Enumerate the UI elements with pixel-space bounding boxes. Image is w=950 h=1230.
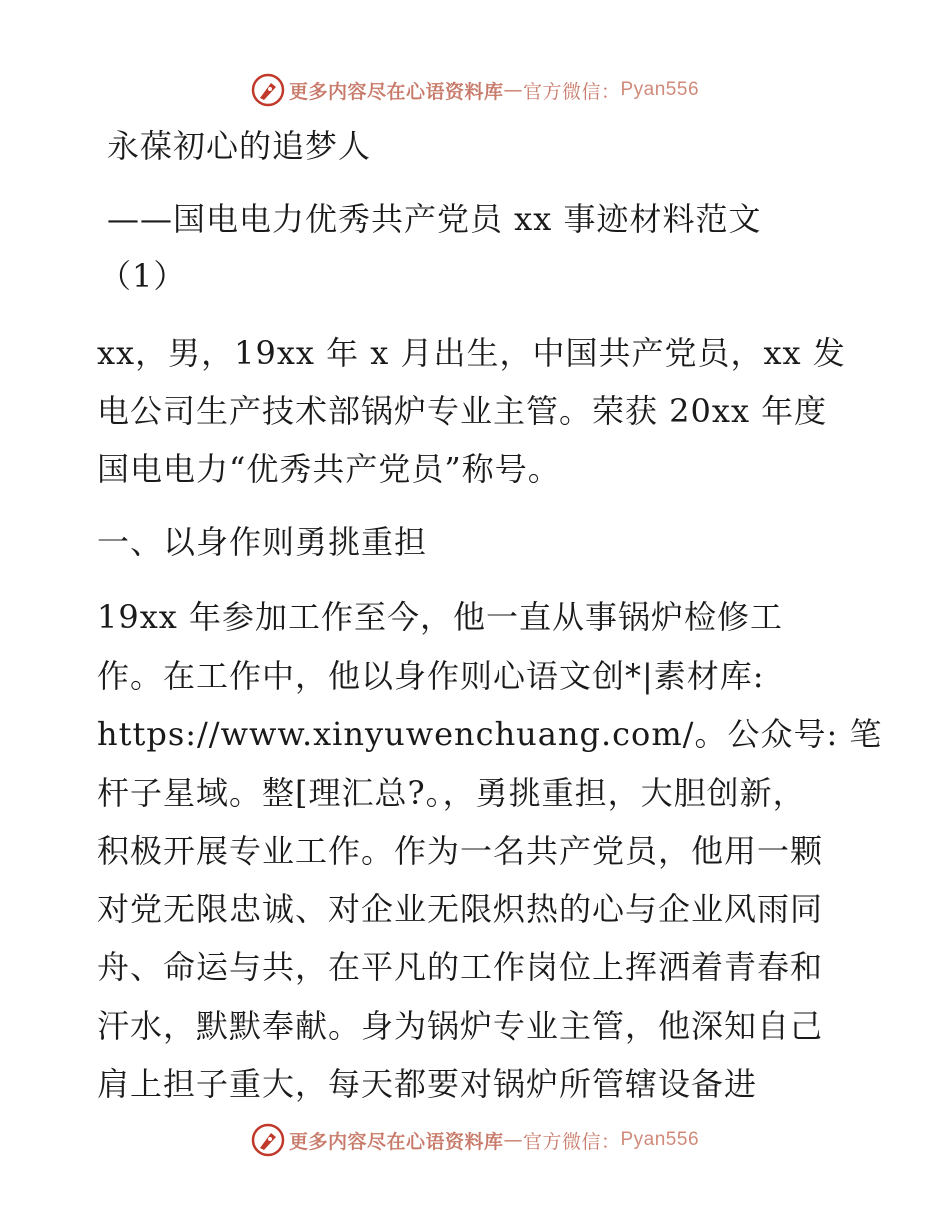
document-title: 永葆初心的追梦人 bbox=[107, 127, 372, 165]
watermark-separator: — bbox=[503, 79, 523, 101]
watermark-wechat-label: 官方微信： bbox=[522, 80, 621, 103]
paragraph-line: 汗水，默默奉献。身为锅炉专业主管，他深知自己 bbox=[97, 1007, 824, 1045]
paragraph-line: 杆子星域。整[理汇总?。，勇挑重担，大胆创新， bbox=[97, 774, 806, 812]
pen-nib-icon bbox=[251, 73, 285, 107]
watermark-banner-top bbox=[0, 70, 950, 110]
paragraph-line: https://www.xinyuwenchuang.com/。公众号: 笔 bbox=[97, 715, 883, 753]
intro-line: 国电电力“优秀共产党员”称号。 bbox=[97, 450, 561, 488]
watermark-wechat-id: Pyan556 bbox=[620, 79, 700, 100]
intro-line: 电公司生产技术部锅炉专业主管。荣获 20xx 年度 bbox=[97, 392, 828, 430]
paragraph-line: 积极开展专业工作。作为一名共产党员，他用一颗 bbox=[97, 832, 824, 870]
paragraph-line: 舟、命运与共，在平凡的工作岗位上挥洒着青春和 bbox=[97, 948, 824, 986]
watermark-wechat-id: Pyan556 bbox=[620, 1129, 700, 1150]
paragraph-line: 作。在工作中，他以身作则心语文创*|素材库: bbox=[97, 657, 765, 695]
watermark-site-text: 更多内容尽在心语资料库 bbox=[288, 1130, 504, 1153]
paragraph-line: 19xx 年参加工作至今，他一直从事锅炉检修工 bbox=[97, 598, 783, 636]
watermark-site-text: 更多内容尽在心语资料库 bbox=[288, 80, 504, 103]
intro-line: xx，男，19xx 年 x 月出生，中国共产党员，xx 发 bbox=[97, 334, 846, 372]
paragraph-line: 肩上担子重大，每天都要对锅炉所管辖设备进 bbox=[97, 1065, 758, 1103]
paragraph-line: 对党无限忠诚、对企业无限炽热的心与企业风雨同 bbox=[97, 890, 824, 928]
watermark-wechat-label: 官方微信： bbox=[522, 1130, 621, 1153]
document-subtitle-number: （1） bbox=[99, 257, 187, 295]
document-subtitle: ——国电电力优秀共产党员 xx 事迹材料范文 bbox=[107, 200, 762, 238]
section-heading: 一、以身作则勇挑重担 bbox=[97, 523, 428, 561]
pen-nib-icon bbox=[251, 1123, 285, 1157]
watermark-separator: — bbox=[503, 1129, 523, 1151]
watermark-banner-bottom bbox=[0, 1120, 950, 1160]
